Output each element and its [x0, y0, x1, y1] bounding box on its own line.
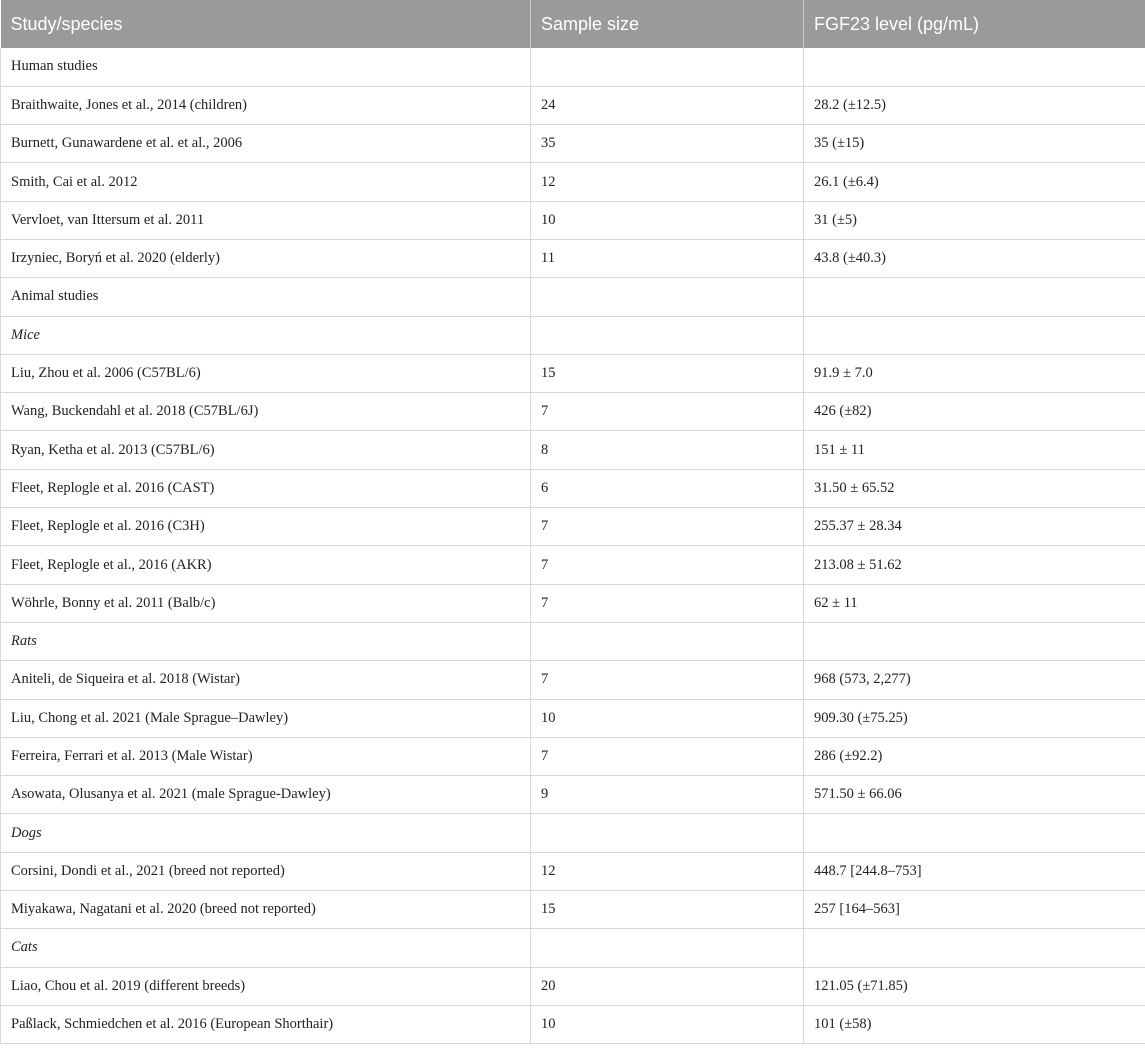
table-row [1, 1005, 1145, 1043]
table-row [1, 737, 1145, 775]
sample-size-cell: 20 [531, 967, 804, 1005]
sample-size-cell: 35 [531, 125, 804, 163]
table-row [1, 622, 1145, 660]
table-row [1, 163, 1145, 201]
study-cell: Corsini, Dondi et al., 2021 (breed not reported) [1, 852, 531, 890]
table-row [1, 661, 1145, 699]
table-header [1, 0, 1145, 48]
sample-size-cell: 12 [531, 163, 804, 201]
study-cell: Irzyniec, Boryń et al. 2020 (elderly) [1, 239, 531, 277]
table-row [1, 814, 1145, 852]
table-body [1, 48, 1145, 1044]
study-cell: Wöhrle, Bonny et al. 2011 (Balb/c) [1, 584, 531, 622]
table-row [1, 776, 1145, 814]
study-cell: Aniteli, de Siqueira et al. 2018 (Wistar) [1, 661, 531, 699]
sample-size-cell: 8 [531, 431, 804, 469]
study-cell: Liu, Zhou et al. 2006 (C57BL/6) [1, 354, 531, 392]
study-cell: Fleet, Replogle et al. 2016 (CAST) [1, 469, 531, 507]
fgf23-level-cell [804, 814, 1145, 852]
sample-size-cell: 10 [531, 201, 804, 239]
sample-size-cell: 7 [531, 546, 804, 584]
fgf23-level-cell [804, 316, 1145, 354]
study-cell: Liu, Chong et al. 2021 (Male Sprague–Dawley) [1, 699, 531, 737]
fgf23-level-cell: 26.1 (±6.4) [804, 163, 1145, 201]
sample-size-cell: 24 [531, 86, 804, 124]
table-row [1, 469, 1145, 507]
study-cell: Vervloet, van Ittersum et al. 2011 [1, 201, 531, 239]
header-row [1, 0, 1145, 48]
sample-size-cell: 11 [531, 239, 804, 277]
fgf23-level-cell: 909.30 (±75.25) [804, 699, 1145, 737]
fgf23-level-cell [804, 622, 1145, 660]
fgf23-level-cell: 43.8 (±40.3) [804, 239, 1145, 277]
sample-size-cell: 7 [531, 661, 804, 699]
fgf23-level-cell: 31 (±5) [804, 201, 1145, 239]
study-cell: Miyakawa, Nagatani et al. 2020 (breed not reported) [1, 891, 531, 929]
sample-size-cell: 7 [531, 393, 804, 431]
fgf23-level-cell: 213.08 ± 51.62 [804, 546, 1145, 584]
study-cell: Paßlack, Schmiedchen et al. 2016 (European Shorthair) [1, 1005, 531, 1043]
sample-size-cell: 10 [531, 699, 804, 737]
table-row [1, 125, 1145, 163]
study-cell: Mice [1, 316, 531, 354]
table-row [1, 891, 1145, 929]
study-cell: Rats [1, 622, 531, 660]
study-cell: Fleet, Replogle et al. 2016 (C3H) [1, 508, 531, 546]
fgf23-level-cell: 968 (573, 2,277) [804, 661, 1145, 699]
header-study-species: Study/species [1, 0, 531, 48]
table-row [1, 354, 1145, 392]
study-cell: Wang, Buckendahl et al. 2018 (C57BL/6J) [1, 393, 531, 431]
table-row [1, 584, 1145, 622]
fgf23-level-cell: 91.9 ± 7.0 [804, 354, 1145, 392]
sample-size-cell: 15 [531, 891, 804, 929]
header-sample-size: Sample size [531, 0, 804, 48]
study-cell: Human studies [1, 48, 531, 86]
sample-size-cell: 7 [531, 508, 804, 546]
sample-size-cell: 7 [531, 584, 804, 622]
fgf23-level-cell: 426 (±82) [804, 393, 1145, 431]
fgf23-level-cell: 257 [164–563] [804, 891, 1145, 929]
table-row [1, 852, 1145, 890]
fgf23-level-cell: 448.7 [244.8–753] [804, 852, 1145, 890]
table-row [1, 316, 1145, 354]
study-cell: Ryan, Ketha et al. 2013 (C57BL/6) [1, 431, 531, 469]
fgf23-level-cell: 255.37 ± 28.34 [804, 508, 1145, 546]
study-cell: Burnett, Gunawardene et al. et al., 2006 [1, 125, 531, 163]
sample-size-cell [531, 622, 804, 660]
table-row [1, 546, 1145, 584]
sample-size-cell [531, 278, 804, 316]
study-cell: Fleet, Replogle et al., 2016 (AKR) [1, 546, 531, 584]
fgf23-level-cell: 62 ± 11 [804, 584, 1145, 622]
table-row [1, 86, 1145, 124]
sample-size-cell: 7 [531, 737, 804, 775]
sample-size-cell [531, 48, 804, 86]
fgf23-level-cell: 31.50 ± 65.52 [804, 469, 1145, 507]
sample-size-cell [531, 929, 804, 967]
table-row [1, 239, 1145, 277]
fgf23-level-cell: 286 (±92.2) [804, 737, 1145, 775]
fgf23-level-cell: 121.05 (±71.85) [804, 967, 1145, 1005]
sample-size-cell [531, 316, 804, 354]
table-row [1, 929, 1145, 967]
study-cell: Braithwaite, Jones et al., 2014 (children) [1, 86, 531, 124]
study-cell: Liao, Chou et al. 2019 (different breeds) [1, 967, 531, 1005]
table-row [1, 278, 1145, 316]
table-row [1, 393, 1145, 431]
fgf23-level-cell: 28.2 (±12.5) [804, 86, 1145, 124]
study-cell: Asowata, Olusanya et al. 2021 (male Sprague-Dawley) [1, 776, 531, 814]
table-row [1, 508, 1145, 546]
table-row [1, 48, 1145, 86]
table-row [1, 699, 1145, 737]
fgf23-level-cell [804, 278, 1145, 316]
sample-size-cell: 10 [531, 1005, 804, 1043]
fgf23-level-cell: 151 ± 11 [804, 431, 1145, 469]
fgf23-level-cell: 571.50 ± 66.06 [804, 776, 1145, 814]
sample-size-cell: 9 [531, 776, 804, 814]
fgf23-level-cell: 35 (±15) [804, 125, 1145, 163]
study-cell: Cats [1, 929, 531, 967]
header-fgf23-level: FGF23 level (pg/mL) [804, 0, 1145, 48]
fgf23-level-cell [804, 48, 1145, 86]
sample-size-cell: 6 [531, 469, 804, 507]
study-cell: Animal studies [1, 278, 531, 316]
fgf23-level-cell [804, 929, 1145, 967]
study-cell: Smith, Cai et al. 2012 [1, 163, 531, 201]
table-row [1, 431, 1145, 469]
sample-size-cell [531, 814, 804, 852]
fgf23-level-cell: 101 (±58) [804, 1005, 1145, 1043]
table-row [1, 967, 1145, 1005]
study-cell: Dogs [1, 814, 531, 852]
table-row [1, 201, 1145, 239]
study-cell: Ferreira, Ferrari et al. 2013 (Male Wistar) [1, 737, 531, 775]
sample-size-cell: 12 [531, 852, 804, 890]
sample-size-cell: 15 [531, 354, 804, 392]
